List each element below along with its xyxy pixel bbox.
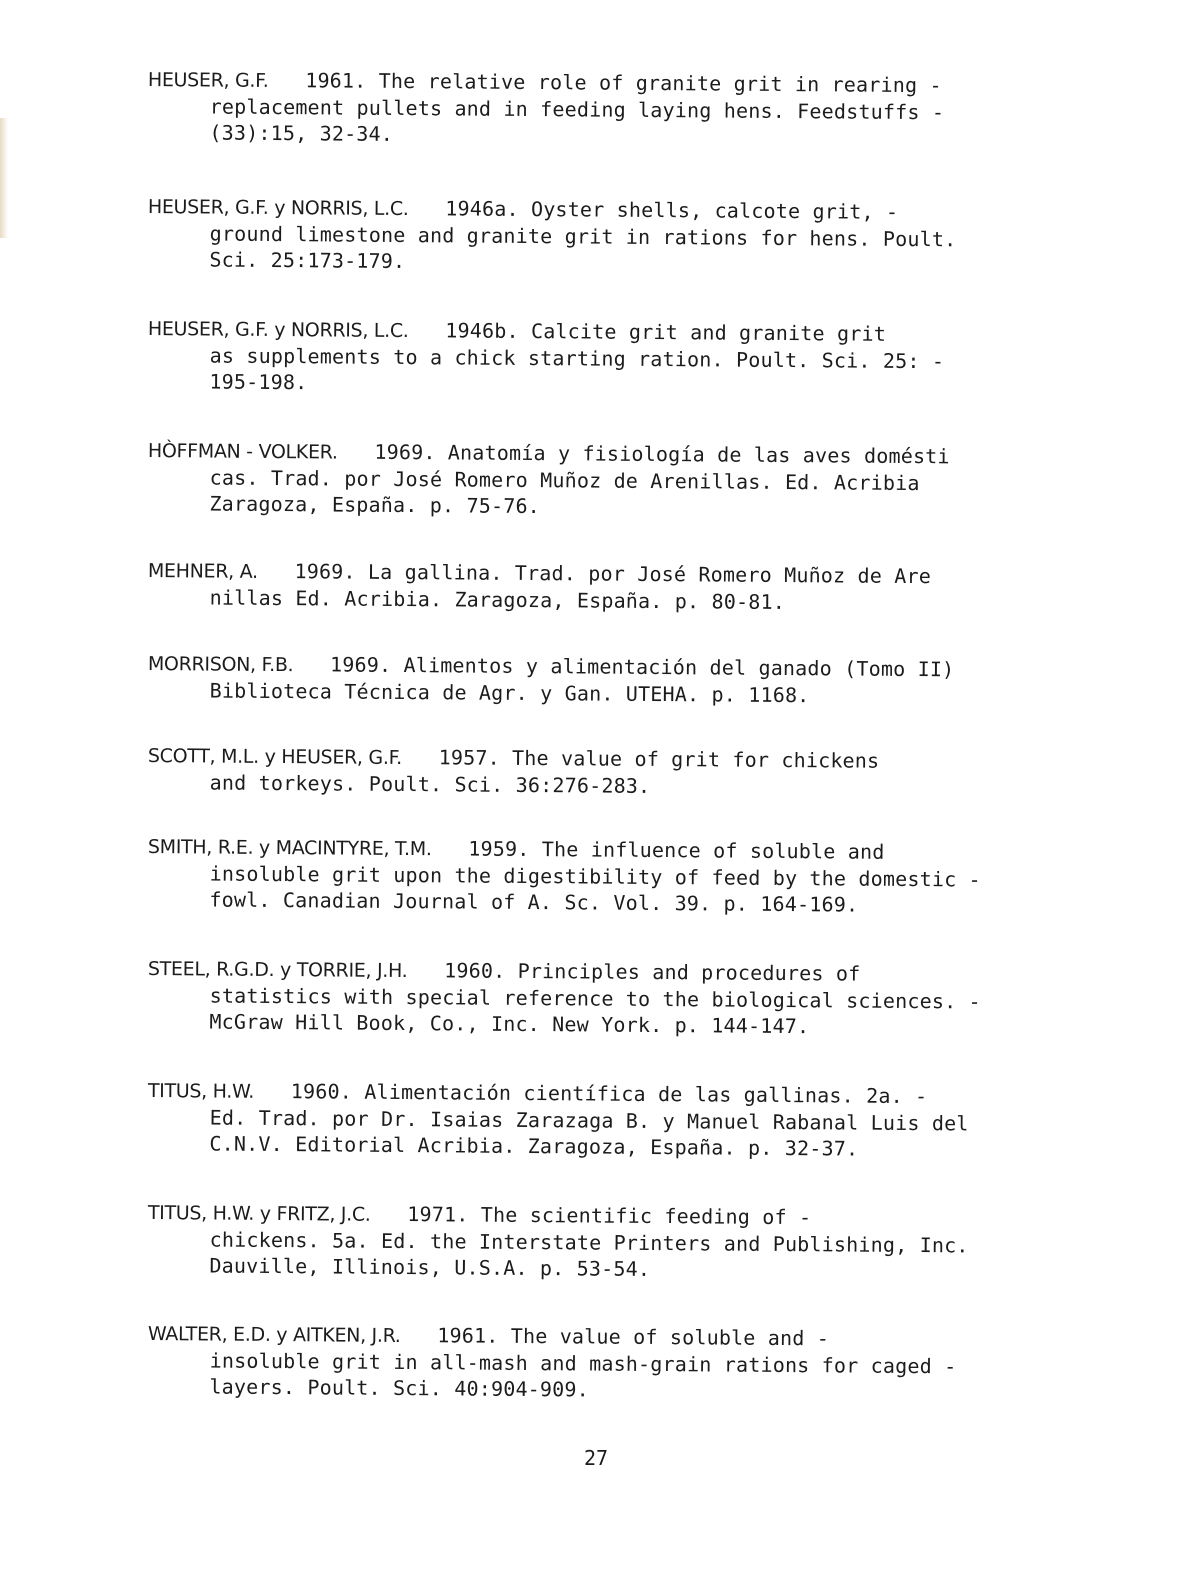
- reference-author: HEUSER, G.F. y NORRIS, L.C.: [147, 195, 409, 221]
- reference-text: 1969. La gallina. Trad. por José Romero Muñoz de Are: [294, 559, 932, 589]
- reference-entry: [148, 557, 1063, 617]
- reference-text: 1946a. Oyster shells, calcote grit, -: [445, 196, 899, 224]
- reference-line: Zaragoza, España. p. 75-76.: [209, 491, 541, 519]
- reference-line: Sci. 25:173-179.: [209, 247, 406, 274]
- reference-author: TITUS, H.W.: [147, 1079, 255, 1103]
- reference-line: insoluble grit in all-mash and mash-grain rations for caged -: [209, 1348, 957, 1379]
- reference-entry: [147, 1320, 1063, 1406]
- reference-author: STEEL, R.G.D. y TORRIE, J.H.: [147, 957, 408, 983]
- reference-line: C.N.V. Editorial Acribia. Zaragoza, España. p. 32-37.: [209, 1131, 859, 1161]
- reference-text: 1957. The value of grit for chickens: [438, 745, 880, 773]
- reference-line: layers. Poult. Sci. 40:904-909.: [209, 1374, 590, 1402]
- reference-text: 1961. The relative role of granite grit in rearing -: [305, 68, 942, 98]
- reference-text: 1946b. Calcite grit and granite grit: [445, 318, 887, 346]
- reference-line: 195-198.: [209, 369, 308, 395]
- reference-entry: [147, 315, 1063, 401]
- reference-entry: [147, 955, 1063, 1041]
- reference-entry: [148, 742, 1063, 802]
- reference-text: 1971. The scientific feeding of -: [407, 1202, 812, 1230]
- reference-entry: [147, 437, 1063, 523]
- reference-line: nillas Ed. Acribia. Zaragoza, España. p. 80-81.: [209, 585, 786, 615]
- reference-line: insoluble grit upon the digestibility of feed by the domestic -: [209, 861, 981, 892]
- reference-author: MORRISON, F.B.: [147, 652, 294, 677]
- reference-text: 1961. The value of soluble and -: [437, 1323, 830, 1351]
- reference-text: 1960. Principles and procedures of: [444, 958, 861, 986]
- reference-entry: [147, 1077, 1063, 1163]
- reference-author: HEUSER, G.F.: [147, 68, 269, 92]
- reference-line: McGraw Hill Book, Co., Inc. New York. p. 144-147.: [209, 1009, 810, 1039]
- reference-line: chickens. 5a. Ed. the Interstate Printers and Publishing, Inc.: [209, 1227, 969, 1258]
- reference-line: as supplements to a chick starting ration. Poult. Sci. 25: -: [209, 343, 945, 374]
- reference-line: Dauville, Illinois, U.S.A. p. 53-54.: [209, 1253, 651, 1281]
- reference-line: replacement pullets and in feeding laying hens. Feedstuffs -: [209, 94, 945, 125]
- reference-line: Biblioteca Técnica de Agr. y Gan. UTEHA. p. 1168.: [209, 678, 810, 708]
- reference-author: WALTER, E.D. y AITKEN, J.R.: [147, 1322, 401, 1347]
- reference-entry: [147, 1199, 1063, 1285]
- reference-line: fowl. Canadian Journal of A. Sc. Vol. 39. p. 164-169.: [209, 887, 859, 917]
- reference-text: 1959. The influence of soluble and: [468, 836, 885, 864]
- reference-line: ground limestone and granite grit in rations for hens. Poult.: [209, 221, 957, 252]
- reference-text: 1960. Alimentación científica de las gallinas. 2a. -: [290, 1079, 928, 1109]
- reference-line: Ed. Trad. por Dr. Isaias Zarazaga B. y Manuel Rabanal Luis del: [209, 1105, 969, 1136]
- reference-author: HEUSER, G.F. y NORRIS, L.C.: [147, 317, 409, 343]
- reference-line: cas. Trad. por José Romero Muñoz de Arenillas. Ed. Acribia: [209, 465, 920, 496]
- reference-line: statistics with special reference to the biological sciences. -: [209, 983, 981, 1014]
- reference-entry: [148, 650, 1063, 710]
- paper-stain: [0, 118, 8, 238]
- reference-author: SMITH, R.E. y MACINTYRE, T.M.: [147, 835, 432, 861]
- reference-author: TITUS, H.W. y FRITZ, J.C.: [147, 1201, 371, 1226]
- page-number: 27: [583, 1446, 609, 1470]
- reference-line: and torkeys. Poult. Sci. 36:276-283.: [209, 770, 651, 798]
- reference-author: HÒFFMAN - VOLKER.: [147, 439, 338, 464]
- reference-entry: [147, 66, 1063, 152]
- reference-entry: [147, 833, 1063, 919]
- reference-author: MEHNER, A.: [147, 559, 258, 583]
- reference-text: 1969. Anatomía y fisiología de las aves domésti: [374, 439, 950, 469]
- reference-text: 1969. Alimentos y alimentación del ganado (Tomo II): [329, 652, 955, 682]
- reference-author: SCOTT, M.L. y HEUSER, G.F.: [147, 744, 403, 769]
- reference-line: (33):15, 32-34.: [209, 120, 394, 146]
- reference-entry: [147, 193, 1063, 279]
